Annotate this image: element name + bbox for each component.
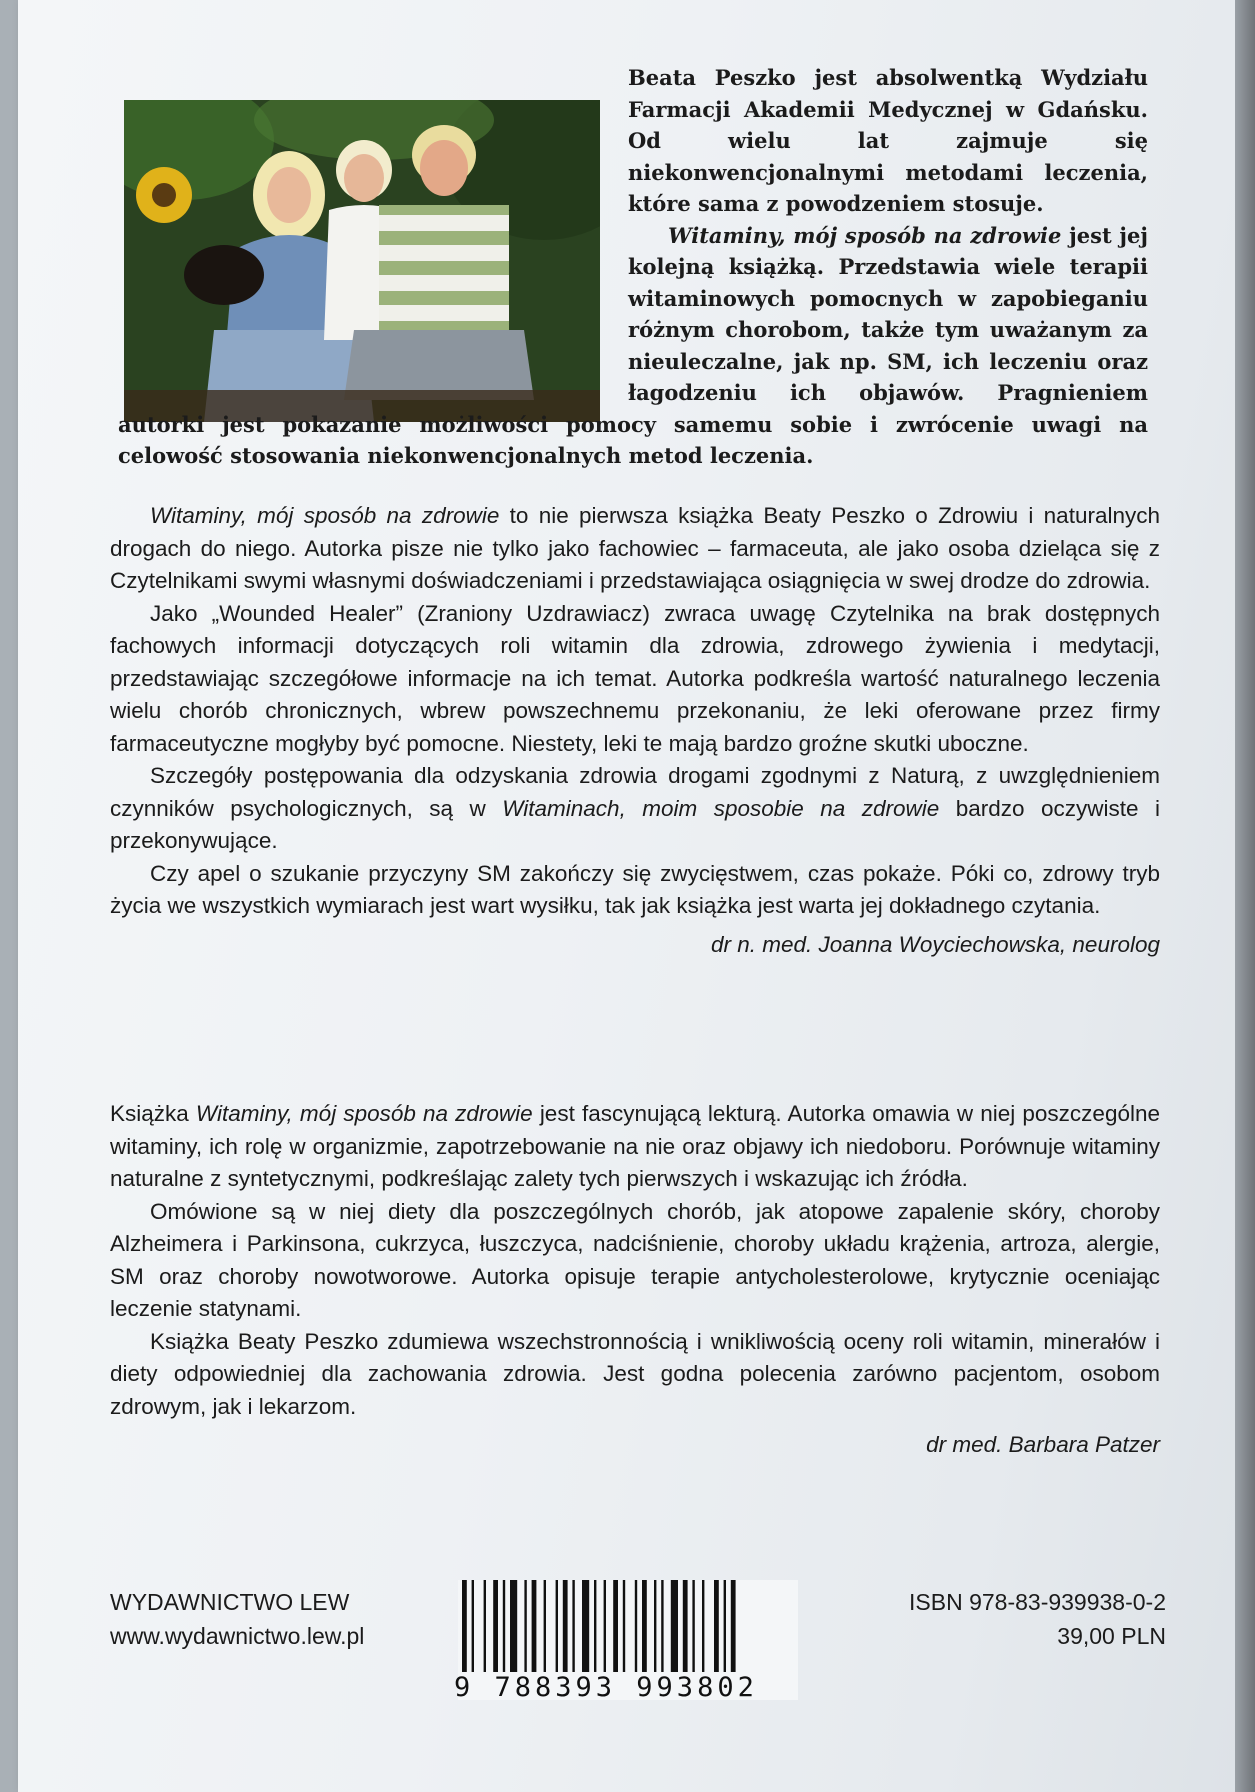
author-intro [118, 62, 1148, 472]
review2-signature: dr med. Barbara Patzer [926, 1432, 1160, 1457]
review1-paragraph-1 [110, 500, 1160, 598]
back-cover [18, 0, 1236, 1792]
intro-paragraph-1: Beata Peszko jest absolwentką Wydziału Farmacji Akademii Medycznej w Gdańsku. Od wielu lat zajmuje się niekonwencjonalnymi metodami leczenia, które sama z powodzeniem stosuje. [628, 65, 1148, 216]
review1-paragraph-1-text: to nie pierwsza książka Beaty Peszko o Zdrowiu i naturalnych drogach do niego. Autorka pisze nie tylko jako fachowiec – farmaceuta, ale jako osoba dzieląca się z Czytelnikami swymi własnymi doświadczeniami i przedstawiająca osiągnięcia w swej drodze do zdrowia. [110, 503, 1160, 593]
review1-paragraph-3-text-a: Szczegóły postępowania dla odzyskania zdrowia drogami zgodnymi z Naturą, z uwzględnieniem czynników psychologicznych, są w [110, 763, 1160, 821]
barcode-digits: 9 788393 993802 [454, 1672, 758, 1703]
publisher-info [110, 1585, 364, 1653]
price-label: 39,00 PLN [1057, 1623, 1166, 1649]
isbn-label: ISBN 978-83-939938-0-2 [909, 1589, 1166, 1615]
intro-paragraph-2-text: jest jej kolejną książką. Przedstawia wiele terapii witaminowych pomocnych w zapobieganiu różnym chorobom, także tym uważanym za nieuleczalne, jak np. SM, ich leczeniu oraz łagodzeniu ich objawów. Pragnieniem autorki jest pokazanie możliwości pomocy samemu sobie i zwrócenie uwagi na celowość stosowania niekonwencjonalnych metod leczenia. [118, 222, 1148, 468]
review1-paragraph-2: Jako „Wounded Healer” (Zraniony Uzdrawiacz) zwraca uwagę Czytelnika na brak dostępnych fachowych informacji dotyczących roli witamin dla zdrowia, zdrowego żywienia i medytacji, przedstawiając szczegółowe informacje na ich temat. Autorka podkreśla wartość naturalnego leczenia wielu chorób chronicznych, wbrew powszechnemu przekonaniu, że leki oferowane przez firmy farmaceutyczne mogłyby być pomocne. Niestety, leki te mają bardzo groźne skutki uboczne. [110, 600, 1160, 756]
publisher-name: WYDAWNICTWO LEW [110, 1589, 350, 1615]
review1-paragraph-4: Czy apel o szukanie przyczyny SM zakończy się zwycięstwem, czas pokaże. Póki co, zdrowy tryb życia we wszystkich wymiarach jest wart wysiłku, tak jak książka jest warta jej dokładnego czytania. [110, 860, 1160, 918]
review2-paragraph-1 [110, 1098, 1160, 1196]
review2-paragraph-1-text-b: jest fascynującą lekturą. Autorka omawia w niej poszczególne witaminy, ich rolę w organizmie, zapotrzebowanie na nie oraz objawy ich niedoboru. Porównuje witaminy naturalne z syntetycznymi, podkreślając zalety tych pierwszych i wskazując ich źródła. [110, 1101, 1160, 1191]
review2-paragraph-1-text-a: Książka [110, 1101, 196, 1126]
book-title: Witaminy, mój sposób na zdrowie [668, 222, 1062, 248]
publisher-website: www.wydawnictwo.lew.pl [110, 1623, 365, 1649]
review2-paragraph-2: Omówione są w niej diety dla poszczególnych chorób, jak atopowe zapalenie skóry, choroby Alzheimera i Parkinsona, cukrzyca, łuszczyca, nadciśnienie, choroby układu krążenia, artroza, alergie, SM oraz choroby nowotworowe. Autorka opisuje terapie antycholesterolowe, krytycznie oceniając leczenie statynami. [110, 1198, 1160, 1321]
review1-paragraph-3 [110, 760, 1160, 858]
review-patzer [110, 1098, 1160, 1462]
review2-paragraph-3: Książka Beaty Peszko zdumiewa wszechstronnością i wnikliwością oceny roli witamin, minerałów i diety odpowiedniej dla zachowania zdrowia. Jest godna polecenia zarówno pacjentom, osobom zdrowym, jak i lekarzom. [110, 1328, 1160, 1419]
review1-signature: dr n. med. Joanna Woyciechowska, neurolog [711, 931, 1160, 957]
review1-paragraph-3-text-b: bardzo oczywiste i przekonywujące. [110, 795, 1160, 853]
isbn-price [909, 1585, 1166, 1653]
review-woyciechowska [110, 500, 1160, 961]
barcode-icon [458, 1580, 798, 1672]
book-title: Witaminy, mój sposób na zdrowie [195, 1101, 533, 1126]
book-title: Witaminy, mój sposób na zdrowie [150, 503, 500, 528]
book-title: Witaminach, moim sposobie na zdrowie [502, 795, 940, 821]
book-spine-edge [1235, 0, 1255, 1792]
